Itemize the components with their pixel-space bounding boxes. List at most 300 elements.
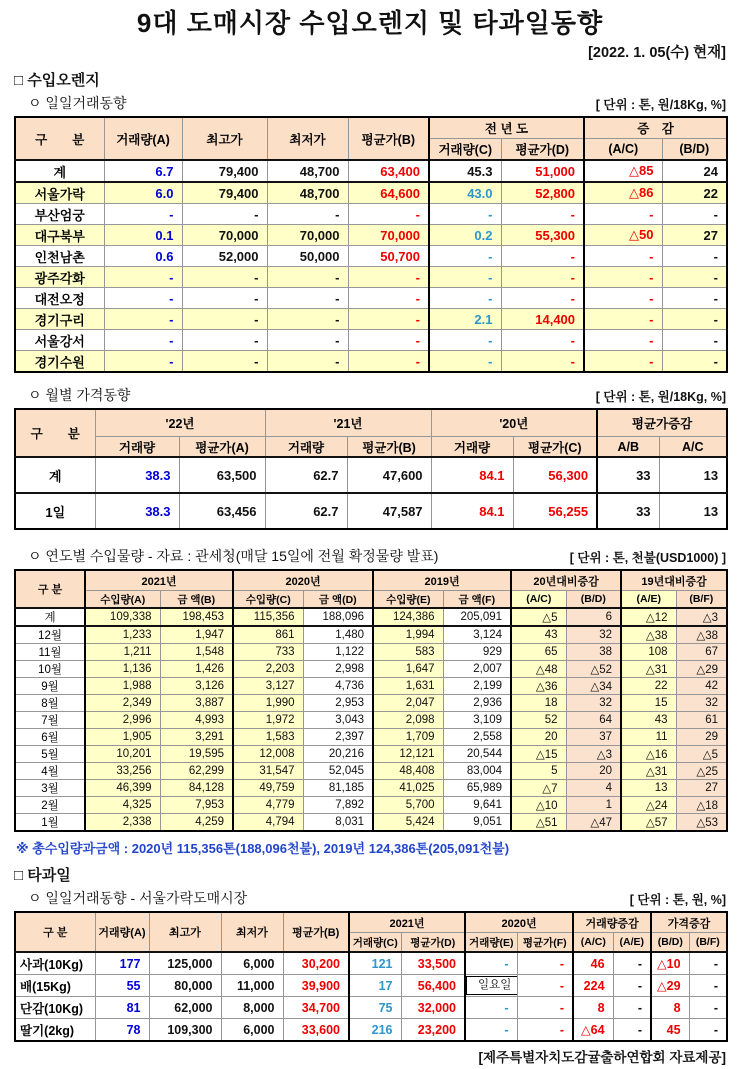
low-price: - <box>267 309 348 330</box>
import-2019: 2,047 <box>373 695 443 712</box>
col-header-avg-b: 평균가(B) <box>283 912 349 952</box>
change-ac: - <box>584 204 662 225</box>
high-price: - <box>182 309 267 330</box>
col-header-avg-a: 평균가(A) <box>179 437 265 458</box>
import-2020: 115,356 <box>233 608 303 626</box>
change-bd: △47 <box>566 814 621 832</box>
avg-price-b: 34,700 <box>283 997 349 1019</box>
table-row <box>15 975 727 997</box>
market-name: 대전오정 <box>15 288 104 309</box>
low-price: 48,700 <box>267 182 348 204</box>
table-row <box>15 267 727 288</box>
import-2021: 1,211 <box>85 644 160 661</box>
month: 1월 <box>15 814 85 832</box>
amount-2019: 65,989 <box>443 780 511 797</box>
change-ae: △16 <box>621 746 676 763</box>
change-bd: - <box>662 309 727 330</box>
col-header-avg-b: 평균가(B) <box>347 437 431 458</box>
change-bd: 1 <box>566 797 621 814</box>
import-2020: 733 <box>233 644 303 661</box>
col-header-gubun: 구 분 <box>15 409 95 457</box>
month: 4월 <box>15 763 85 780</box>
col-header-high: 최고가 <box>149 912 221 952</box>
import-2021: 33,256 <box>85 763 160 780</box>
high-price: 80,000 <box>149 975 221 997</box>
change-bf: △38 <box>676 626 727 644</box>
col-header-ac: A/C <box>659 437 727 458</box>
amount-2020: 7,892 <box>303 797 373 814</box>
amount-2019: 9,641 <box>443 797 511 814</box>
change-bf: 67 <box>676 644 727 661</box>
change-bd: - <box>662 246 727 267</box>
monthly-price-table <box>14 408 728 530</box>
avg-price-d: 52,800 <box>501 182 584 204</box>
change-ae: 22 <box>621 678 676 695</box>
table-row <box>15 952 727 975</box>
vol-22: 38.3 <box>95 457 179 493</box>
daily-table-body <box>15 160 727 372</box>
price-change-bf: - <box>689 952 727 975</box>
import-2021: 1,233 <box>85 626 160 644</box>
market-name: 부산엄궁 <box>15 204 104 225</box>
import-2020: 3,127 <box>233 678 303 695</box>
change-bf: 27 <box>676 780 727 797</box>
import-2021: 109,338 <box>85 608 160 626</box>
price-change-bd: 45 <box>651 1019 689 1042</box>
import-2021: 1,988 <box>85 678 160 695</box>
amount-2020: 3,043 <box>303 712 373 729</box>
amount-2021: 4,259 <box>160 814 233 832</box>
daily-table-head <box>15 117 727 160</box>
month: 9월 <box>15 678 85 695</box>
market-name: 계 <box>15 160 104 182</box>
change-ac: 18 <box>511 695 566 712</box>
import-2019: 12,121 <box>373 746 443 763</box>
col-header-volume-e: 거래량(E) <box>465 933 517 953</box>
change-bf: △3 <box>676 608 727 626</box>
change-bd: △52 <box>566 661 621 678</box>
col-header-avg-d: 평균가(D) <box>401 933 465 953</box>
change-ac: △48 <box>511 661 566 678</box>
table-row <box>15 661 727 678</box>
col-header-gubun: 구 분 <box>15 570 85 608</box>
col-header-ae: (A/E) <box>613 933 651 953</box>
col-header-import-a: 수입량(A) <box>85 591 160 609</box>
import-2019: 2,098 <box>373 712 443 729</box>
col-header-bd: (B/D) <box>566 591 621 609</box>
avg-price-d: 55,300 <box>501 225 584 246</box>
high-price: 70,000 <box>182 225 267 246</box>
change-ae: △12 <box>621 608 676 626</box>
avg-price-b: - <box>348 288 429 309</box>
avg-22: 63,456 <box>179 493 265 529</box>
high-price: 52,000 <box>182 246 267 267</box>
col-header-ac: (A/C) <box>573 933 613 953</box>
table-row <box>15 182 727 204</box>
volume-a: 81 <box>95 997 149 1019</box>
avg-price-d: 14,400 <box>501 309 584 330</box>
change-ac: 5 <box>511 763 566 780</box>
change-ae: △57 <box>621 814 676 832</box>
change-ac: △5 <box>511 608 566 626</box>
volume-a: - <box>104 204 182 225</box>
amount-2021: 19,595 <box>160 746 233 763</box>
col-header-ac: (A/C) <box>584 139 662 161</box>
avg-price-b: 50,700 <box>348 246 429 267</box>
col-header-avg-c: 평균가(C) <box>513 437 597 458</box>
import-2021: 2,349 <box>85 695 160 712</box>
col-header-low: 최저가 <box>221 912 283 952</box>
low-price: 50,000 <box>267 246 348 267</box>
col-header-avg-b: 평균가(B) <box>348 117 429 160</box>
change-ac: △36 <box>511 678 566 695</box>
amount-2020: 1,480 <box>303 626 373 644</box>
col-header-ac: (A/C) <box>511 591 566 609</box>
change-ac: △7 <box>511 780 566 797</box>
change-ac: △86 <box>584 182 662 204</box>
section-heading-other-fruits: □ 타과일 <box>14 867 71 884</box>
import-2019: 124,386 <box>373 608 443 626</box>
yearly-table-head <box>15 570 727 608</box>
fruit-daily-unit: [ 단위 : 톤, 원, %] <box>629 893 726 907</box>
fruit-table-body <box>15 952 727 1041</box>
market-name: 서울강서 <box>15 330 104 351</box>
low-price: - <box>267 267 348 288</box>
change-bd: 24 <box>662 160 727 182</box>
volume-c: - <box>429 204 501 225</box>
change-bd: 27 <box>662 225 727 246</box>
low-price: 8,000 <box>221 997 283 1019</box>
import-2020: 1,583 <box>233 729 303 746</box>
fruit-name: 배(15Kg) <box>15 975 95 997</box>
amount-2021: 62,299 <box>160 763 233 780</box>
price-change-bf: - <box>689 997 727 1019</box>
import-2019: 5,700 <box>373 797 443 814</box>
monthly-table-head <box>15 409 727 457</box>
import-2019: 1,709 <box>373 729 443 746</box>
change-bf: △53 <box>676 814 727 832</box>
change-bd: - <box>662 330 727 351</box>
low-price: 6,000 <box>221 952 283 975</box>
import-2020: 2,203 <box>233 661 303 678</box>
table-row <box>15 330 727 351</box>
import-2020: 1,990 <box>233 695 303 712</box>
change-ac: 52 <box>511 712 566 729</box>
col-header-volume: 거래량 <box>265 437 347 458</box>
market-name: 서울가락 <box>15 182 104 204</box>
import-2020: 49,759 <box>233 780 303 797</box>
col-group-2021: 2021년 <box>85 570 233 591</box>
avg-2021: 33,500 <box>401 952 465 975</box>
table-row <box>15 246 727 267</box>
volume-2020: - <box>465 1019 517 1042</box>
amount-2021: 1,426 <box>160 661 233 678</box>
high-price: 109,300 <box>149 1019 221 1042</box>
amount-2019: 20,544 <box>443 746 511 763</box>
high-price: 79,400 <box>182 160 267 182</box>
vol-change-ae: - <box>613 997 651 1019</box>
volume-c: - <box>429 330 501 351</box>
amount-2019: 83,004 <box>443 763 511 780</box>
market-name: 광주각화 <box>15 267 104 288</box>
col-group-change: 증 감 <box>584 117 727 139</box>
amount-2021: 7,953 <box>160 797 233 814</box>
change-bd: △3 <box>566 746 621 763</box>
low-price: 11,000 <box>221 975 283 997</box>
market-name: 경기구리 <box>15 309 104 330</box>
change-ac: 13 <box>659 493 727 529</box>
volume-a: - <box>104 309 182 330</box>
change-ae: 15 <box>621 695 676 712</box>
change-bf: △29 <box>676 661 727 678</box>
volume-a: - <box>104 288 182 309</box>
change-bd: 64 <box>566 712 621 729</box>
amount-2020: 81,185 <box>303 780 373 797</box>
import-2021: 4,325 <box>85 797 160 814</box>
change-bf: △5 <box>676 746 727 763</box>
col-header-volume-a: 거래량(A) <box>95 912 149 952</box>
import-2019: 5,424 <box>373 814 443 832</box>
table-row <box>15 729 727 746</box>
col-group-year-21: '21년 <box>265 409 431 437</box>
amount-2019: 929 <box>443 644 511 661</box>
col-header-amount-b: 금 액(B) <box>160 591 233 609</box>
price-change-bd: △29 <box>651 975 689 997</box>
vol-22: 38.3 <box>95 493 179 529</box>
col-group-avg-change: 평균가증감 <box>597 409 727 437</box>
col-header-gubun: 구 분 <box>15 117 104 160</box>
volume-a: 6.7 <box>104 160 182 182</box>
volume-c: 0.2 <box>429 225 501 246</box>
low-price: - <box>267 204 348 225</box>
amount-2021: 3,291 <box>160 729 233 746</box>
import-2020: 4,779 <box>233 797 303 814</box>
low-price: - <box>267 288 348 309</box>
col-header-bf: (B/F) <box>689 933 727 953</box>
table-row <box>15 608 727 626</box>
vol-change-ac: 8 <box>573 997 613 1019</box>
high-price: - <box>182 351 267 373</box>
amount-2020: 52,045 <box>303 763 373 780</box>
change-ac: △50 <box>584 225 662 246</box>
col-header-bd: (B/D) <box>662 139 727 161</box>
amount-2021: 84,128 <box>160 780 233 797</box>
col-header-volume-c: 거래량(C) <box>349 933 401 953</box>
table-row <box>15 997 727 1019</box>
change-bf: △18 <box>676 797 727 814</box>
vol-21: 62.7 <box>265 457 347 493</box>
change-ac: - <box>584 351 662 373</box>
change-ac: 13 <box>659 457 727 493</box>
fruit-table-head <box>15 912 727 952</box>
change-bd: - <box>662 204 727 225</box>
col-group-prev-year: 전 년 도 <box>429 117 584 139</box>
fruit-daily-subheader <box>14 888 726 908</box>
low-price: 6,000 <box>221 1019 283 1042</box>
low-price: - <box>267 330 348 351</box>
volume-c: - <box>429 351 501 373</box>
avg-price-b: 30,200 <box>283 952 349 975</box>
avg-price-b: 64,600 <box>348 182 429 204</box>
change-bf: 42 <box>676 678 727 695</box>
price-change-bf: - <box>689 1019 727 1042</box>
month: 11월 <box>15 644 85 661</box>
avg-2021: 56,400 <box>401 975 465 997</box>
change-ac: △15 <box>511 746 566 763</box>
amount-2019: 2,007 <box>443 661 511 678</box>
amount-2019: 2,936 <box>443 695 511 712</box>
table-row <box>15 678 727 695</box>
import-2019: 41,025 <box>373 780 443 797</box>
avg-price-b: 39,900 <box>283 975 349 997</box>
month: 6월 <box>15 729 85 746</box>
change-bd: 32 <box>566 626 621 644</box>
daily-trend-subheader <box>14 93 726 113</box>
amount-2021: 4,993 <box>160 712 233 729</box>
change-bd: 22 <box>662 182 727 204</box>
avg-price-d: - <box>501 204 584 225</box>
import-2021: 1,905 <box>85 729 160 746</box>
avg-price-d: 51,000 <box>501 160 584 182</box>
col-group-volume-change: 거래량증감 <box>573 912 651 933</box>
change-ae: 11 <box>621 729 676 746</box>
avg-2020: - <box>517 997 573 1019</box>
avg-22: 63,500 <box>179 457 265 493</box>
col-header-amount-f: 금 액(F) <box>443 591 511 609</box>
change-bd: 37 <box>566 729 621 746</box>
avg-2021: 32,000 <box>401 997 465 1019</box>
col-group-change-vs19: 19년대비증감 <box>621 570 727 591</box>
avg-2020: - <box>517 975 573 997</box>
vol-change-ae: - <box>613 952 651 975</box>
avg-price-d: - <box>501 330 584 351</box>
month: 10월 <box>15 661 85 678</box>
volume-a: - <box>104 351 182 373</box>
volume-c: 43.0 <box>429 182 501 204</box>
change-bd: 32 <box>566 695 621 712</box>
table-row <box>15 309 727 330</box>
vol-change-ac: △64 <box>573 1019 613 1042</box>
volume-2021: 17 <box>349 975 401 997</box>
avg-21: 47,600 <box>347 457 431 493</box>
yearly-import-unit: [ 단위 : 톤, 천불(USD1000) ] <box>569 551 726 565</box>
import-2021: 46,399 <box>85 780 160 797</box>
col-group-2021: 2021년 <box>349 912 465 933</box>
amount-2021: 198,453 <box>160 608 233 626</box>
avg-price-b: - <box>348 204 429 225</box>
high-price: - <box>182 204 267 225</box>
col-header-volume: 거래량 <box>431 437 513 458</box>
avg-21: 47,587 <box>347 493 431 529</box>
avg-price-d: - <box>501 288 584 309</box>
change-bd: 4 <box>566 780 621 797</box>
yearly-table-body <box>15 608 727 831</box>
fruit-daily-table <box>14 911 728 1042</box>
col-header-ab: A/B <box>597 437 659 458</box>
change-ac: - <box>584 246 662 267</box>
vol-20: 84.1 <box>431 493 513 529</box>
change-ac: 43 <box>511 626 566 644</box>
col-header-amount-d: 금 액(D) <box>303 591 373 609</box>
vol-change-ac: 46 <box>573 952 613 975</box>
volume-c: - <box>429 246 501 267</box>
amount-2020: 20,216 <box>303 746 373 763</box>
avg-price-b: 33,600 <box>283 1019 349 1042</box>
avg-2020: - <box>517 1019 573 1042</box>
change-ac: - <box>584 288 662 309</box>
col-group-year-22: '22년 <box>95 409 265 437</box>
amount-2019: 2,199 <box>443 678 511 695</box>
month: 12월 <box>15 626 85 644</box>
avg-price-b: 70,000 <box>348 225 429 246</box>
change-ae: 43 <box>621 712 676 729</box>
as-of-date: [2022. 1. 05(수) 현재] <box>588 45 726 61</box>
import-2021: 2,338 <box>85 814 160 832</box>
volume-2020: - <box>465 997 517 1019</box>
amount-2020: 1,122 <box>303 644 373 661</box>
change-ae: △24 <box>621 797 676 814</box>
market-name: 대구북부 <box>15 225 104 246</box>
import-2020: 861 <box>233 626 303 644</box>
avg-price-b: - <box>348 267 429 288</box>
avg-20: 56,255 <box>513 493 597 529</box>
change-ac: △10 <box>511 797 566 814</box>
change-bd: △34 <box>566 678 621 695</box>
col-header-bd: (B/D) <box>651 933 689 953</box>
import-2019: 48,408 <box>373 763 443 780</box>
volume-a: 55 <box>95 975 149 997</box>
month: 2월 <box>15 797 85 814</box>
import-2019: 1,647 <box>373 661 443 678</box>
volume-2021: 75 <box>349 997 401 1019</box>
table-row <box>15 1019 727 1042</box>
import-2019: 583 <box>373 644 443 661</box>
high-price: - <box>182 267 267 288</box>
col-group-year-20: '20년 <box>431 409 597 437</box>
change-bf: △25 <box>676 763 727 780</box>
table-row <box>15 797 727 814</box>
low-price: 70,000 <box>267 225 348 246</box>
low-price: - <box>267 351 348 373</box>
volume-c: - <box>429 288 501 309</box>
fruit-name: 단감(10Kg) <box>15 997 95 1019</box>
table-row <box>15 763 727 780</box>
price-change-bd: △10 <box>651 952 689 975</box>
change-bd: 20 <box>566 763 621 780</box>
low-price: 48,700 <box>267 160 348 182</box>
change-ab: 33 <box>597 457 659 493</box>
yearly-import-subheader <box>14 546 726 566</box>
monthly-trend-unit: [ 단위 : 톤, 원/18Kg, %] <box>595 390 726 404</box>
amount-2021: 3,887 <box>160 695 233 712</box>
high-price: - <box>182 330 267 351</box>
change-ae: △31 <box>621 661 676 678</box>
total-import-footnote: ※ 총수입량과금액 : 2020년 115,356톤(188,096천불), 2019년 124,386톤(205,091천불) <box>16 841 510 856</box>
avg-price-d: - <box>501 267 584 288</box>
col-group-2020: 2020년 <box>465 912 573 933</box>
amount-2020: 2,953 <box>303 695 373 712</box>
avg-price-d: - <box>501 351 584 373</box>
volume-a: - <box>104 267 182 288</box>
monthly-trend-subheader <box>14 385 726 405</box>
col-header-import-e: 수입량(E) <box>373 591 443 609</box>
import-2020: 31,547 <box>233 763 303 780</box>
change-ae: △38 <box>621 626 676 644</box>
volume-a: 0.1 <box>104 225 182 246</box>
avg-2020: - <box>517 952 573 975</box>
change-ae: 108 <box>621 644 676 661</box>
change-bd: - <box>662 351 727 373</box>
